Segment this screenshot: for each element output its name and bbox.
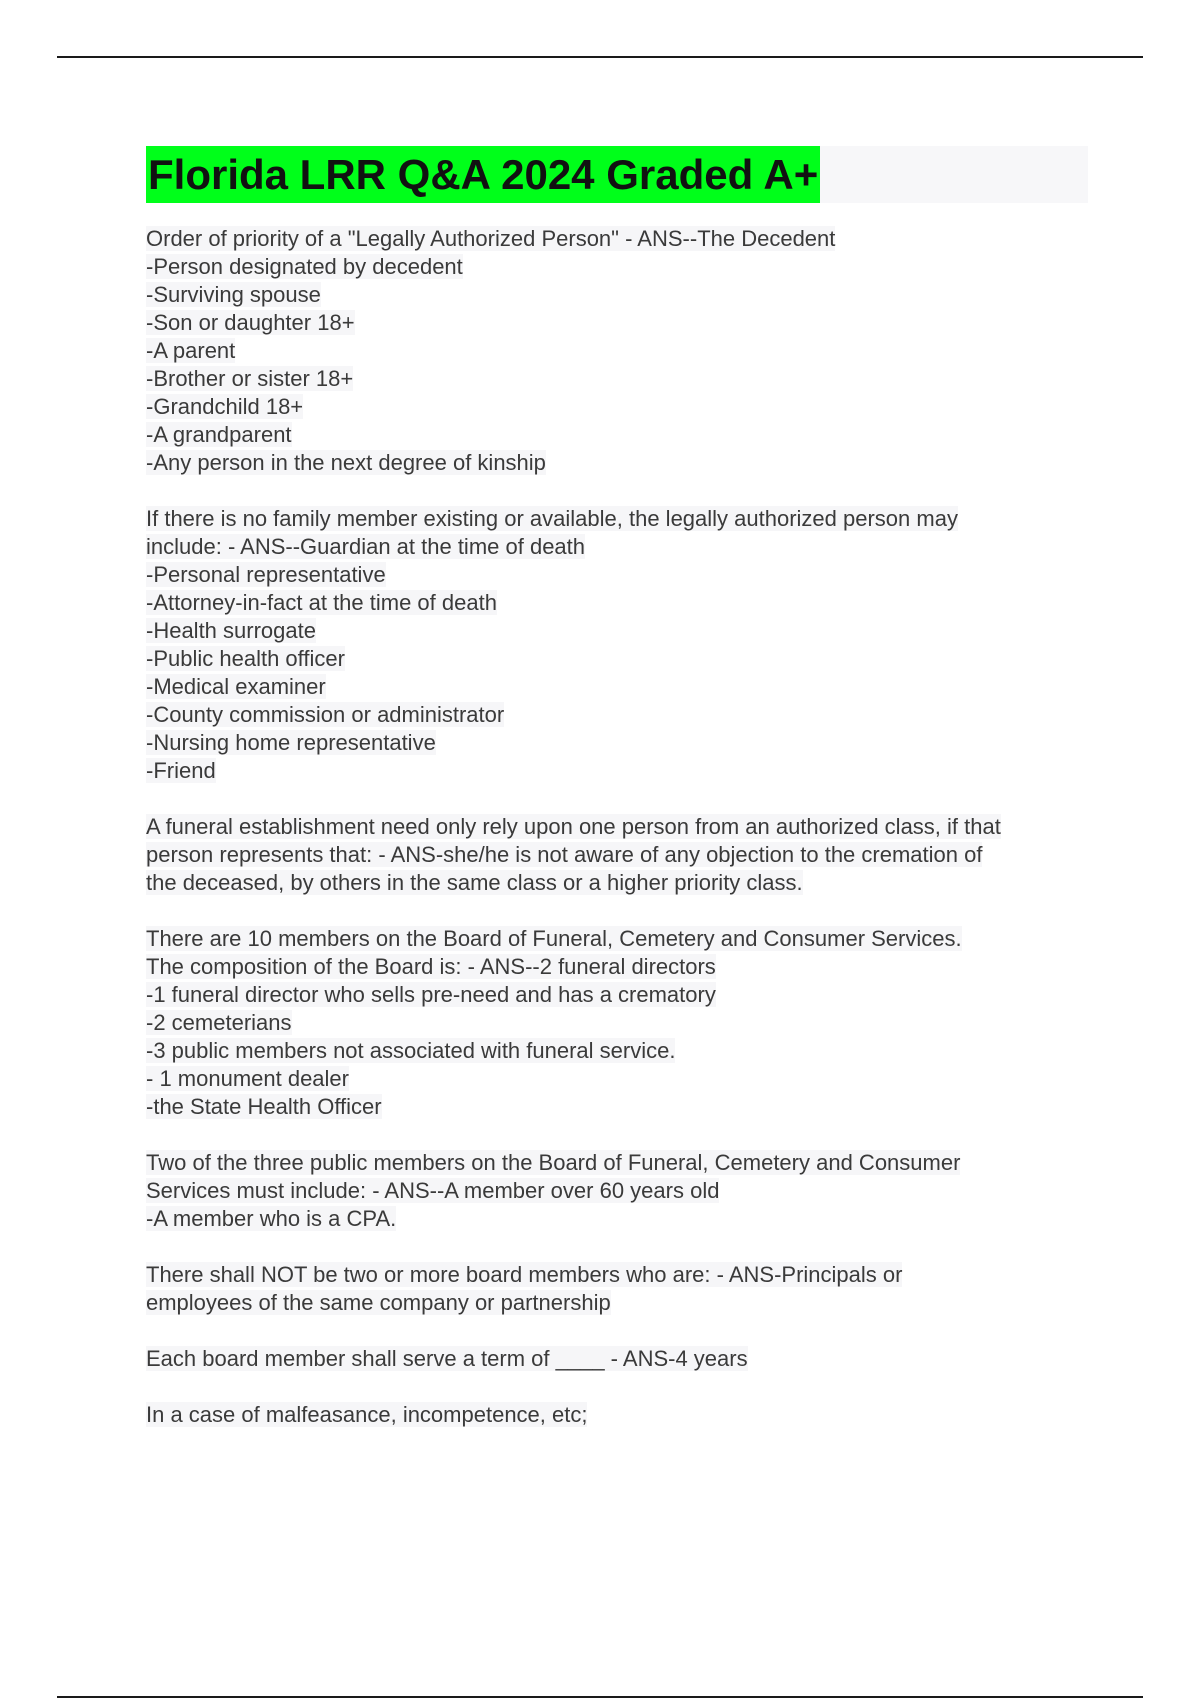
qa-line: [146, 337, 1096, 365]
qa-line-text: -2 cemeterians: [146, 1010, 292, 1035]
qa-line: [146, 841, 1096, 869]
qa-line-text: -A member who is a CPA.: [146, 1206, 397, 1231]
qa-line: [146, 365, 1096, 393]
qa-line-text: employees of the same company or partnership: [146, 1290, 611, 1315]
qa-line: [146, 533, 1096, 561]
qa-line: [146, 561, 1096, 589]
qa-line: [146, 757, 1096, 785]
qa-line: [146, 1345, 1096, 1373]
qa-line: [146, 1093, 1096, 1121]
qa-line: [146, 617, 1096, 645]
qa-line: [146, 1037, 1096, 1065]
qa-line: [146, 589, 1096, 617]
qa-line: [146, 253, 1096, 281]
qa-line: [146, 1205, 1096, 1233]
qa-line: [146, 449, 1096, 477]
qa-line: [146, 953, 1096, 981]
qa-item: [146, 1149, 1096, 1233]
qa-line-text: -A parent: [146, 338, 236, 363]
qa-line-text: Two of the three public members on the Board of Funeral, Cemetery and Consumer: [146, 1150, 961, 1175]
qa-line-text: -Any person in the next degree of kinship: [146, 450, 546, 475]
bottom-rule: [57, 1696, 1143, 1698]
qa-line-text: -Personal representative: [146, 562, 386, 587]
qa-line-text: -Health surrogate: [146, 618, 316, 643]
qa-line-text: -Medical examiner: [146, 674, 326, 699]
qa-line: [146, 981, 1096, 1009]
qa-line-text: -Son or daughter 18+: [146, 310, 355, 335]
document-body: [146, 146, 1096, 1457]
qa-line-text: Each board member shall serve a term of ____ - ANS-4 years: [146, 1346, 748, 1371]
qa-line-text: -the State Health Officer: [146, 1094, 382, 1119]
qa-line-text: -Grandchild 18+: [146, 394, 304, 419]
qa-line: [146, 1401, 1096, 1429]
qa-line-text: In a case of malfeasance, incompetence, etc;: [146, 1402, 588, 1427]
qa-line-text: the deceased, by others in the same class or a higher priority class.: [146, 870, 803, 895]
qa-line-text: -Friend: [146, 758, 216, 783]
qa-line: [146, 1149, 1096, 1177]
qa-line: [146, 225, 1096, 253]
qa-line: [146, 505, 1096, 533]
qa-line-text: Order of priority of a "Legally Authorized Person" - ANS--The Decedent: [146, 226, 836, 251]
qa-item: [146, 1261, 1096, 1317]
qa-line: [146, 1177, 1096, 1205]
qa-line-text: -1 funeral director who sells pre-need and has a crematory: [146, 982, 716, 1007]
qa-line: [146, 813, 1096, 841]
qa-line-text: If there is no family member existing or available, the legally authorized person may: [146, 506, 958, 531]
qa-line: [146, 869, 1096, 897]
qa-line-text: -County commission or administrator: [146, 702, 505, 727]
qa-line: [146, 281, 1096, 309]
qa-line: [146, 925, 1096, 953]
qa-line-text: -Attorney-in-fact at the time of death: [146, 590, 497, 615]
qa-line-text: person represents that: - ANS-she/he is not aware of any objection to the cremation of: [146, 842, 983, 867]
qa-line: [146, 1289, 1096, 1317]
qa-line-text: -Brother or sister 18+: [146, 366, 354, 391]
qa-line: [146, 1009, 1096, 1037]
qa-item: [146, 925, 1096, 1121]
qa-item: [146, 1401, 1096, 1429]
qa-line-text: -Person designated by decedent: [146, 254, 463, 279]
title-band: [146, 146, 1088, 203]
qa-line-text: A funeral establishment need only rely upon one person from an authorized class, if that: [146, 814, 1001, 839]
qa-line-text: There shall NOT be two or more board members who are: - ANS-Principals or: [146, 1262, 903, 1287]
qa-line-text: -Public health officer: [146, 646, 345, 671]
qa-line: [146, 393, 1096, 421]
qa-line: [146, 729, 1096, 757]
qa-item: [146, 505, 1096, 785]
qa-line-text: The composition of the Board is: - ANS--2 funeral directors: [146, 954, 716, 979]
top-rule: [57, 56, 1143, 58]
qa-line-text: -Surviving spouse: [146, 282, 321, 307]
qa-item: [146, 225, 1096, 477]
qa-line-text: include: - ANS--Guardian at the time of death: [146, 534, 586, 559]
qa-line-text: -A grandparent: [146, 422, 292, 447]
qa-line: [146, 673, 1096, 701]
qa-line: [146, 1261, 1096, 1289]
qa-line: [146, 645, 1096, 673]
qa-item: [146, 1345, 1096, 1373]
qa-line-text: - 1 monument dealer: [146, 1066, 349, 1091]
qa-line: [146, 1065, 1096, 1093]
qa-list: [146, 225, 1096, 1429]
qa-line: [146, 309, 1096, 337]
qa-line: [146, 701, 1096, 729]
document-title: Florida LRR Q&A 2024 Graded A+: [146, 146, 820, 203]
qa-line-text: There are 10 members on the Board of Funeral, Cemetery and Consumer Services.: [146, 926, 962, 951]
qa-item: [146, 813, 1096, 897]
qa-line: [146, 421, 1096, 449]
qa-line-text: -3 public members not associated with funeral service.: [146, 1038, 676, 1063]
qa-line-text: Services must include: - ANS--A member over 60 years old: [146, 1178, 720, 1203]
qa-line-text: -Nursing home representative: [146, 730, 436, 755]
